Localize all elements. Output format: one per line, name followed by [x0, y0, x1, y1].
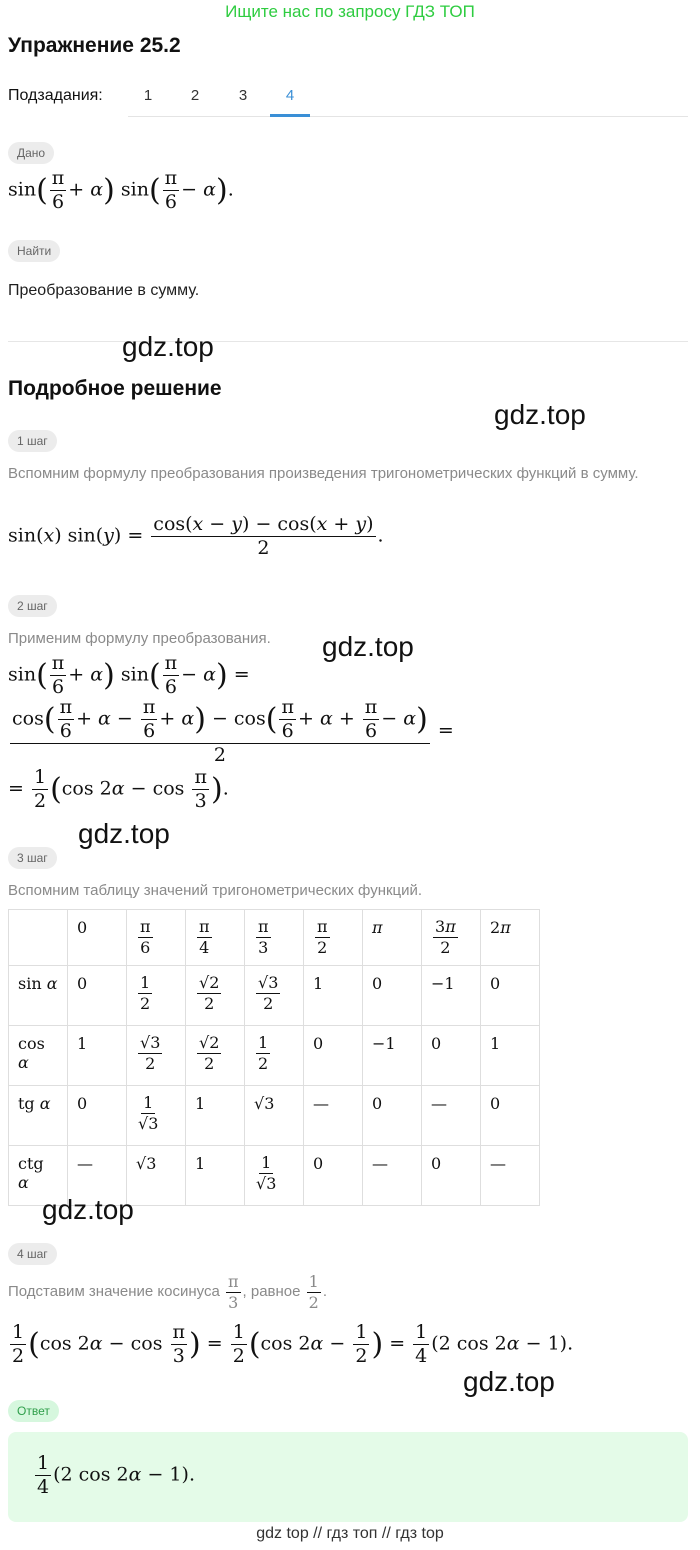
table-header-cell: $\frac{\pi}{2}$ — [304, 910, 363, 966]
subtasks-label: Подзадания: — [8, 87, 103, 104]
watermark: gdz.top — [78, 818, 170, 849]
table-row-label: tg α — [9, 1086, 68, 1146]
footer-separator: // — [381, 1525, 391, 1542]
table-row-label: cos α — [9, 1026, 68, 1086]
table-cell: 1 — [186, 1146, 245, 1206]
table-cell: 0 — [422, 1026, 481, 1086]
tab-subtask-3[interactable]: 3 — [238, 87, 248, 104]
step-1-text: Вспомним формулу преобразования произведения тригонометрических функций в сумму. — [8, 465, 639, 482]
table-cell: 0 — [481, 1086, 540, 1146]
table-cell: 1 — [304, 966, 363, 1026]
step-2-text: Применим формулу преобразования. — [8, 630, 271, 647]
footer-separator: // — [313, 1525, 323, 1542]
table-cell: 0 — [304, 1026, 363, 1086]
footer-link-2[interactable]: гдз топ — [326, 1525, 378, 1542]
table-cell: — — [481, 1146, 540, 1206]
table-header-cell: $\frac{\pi}{6}$ — [127, 910, 186, 966]
tab-subtask-4[interactable]: 4 — [285, 87, 295, 104]
step-1-badge: 1 шаг — [8, 430, 57, 452]
table-cell: 1 — [68, 1026, 127, 1086]
step-4-text: Подставим значение косинуса $\frac{\pi}{3}$ , равное $\frac{1}{2}$ . — [8, 1272, 328, 1312]
step-2-line-1: sin( $\frac{\pi}{6}$ + α) sin( $\frac{\pi}{6}$ − α) = — [8, 652, 250, 698]
tab-subtask-2[interactable]: 2 — [190, 87, 200, 104]
table-header-cell: $\frac{3\pi}{2}$ — [422, 910, 481, 966]
subtask-tabs — [128, 82, 688, 117]
table-header-cell: $\frac{\pi}{4}$ — [186, 910, 245, 966]
watermark: gdz.top — [322, 631, 414, 662]
table-cell: 1 — [186, 1086, 245, 1146]
exercise-title: Упражнение 25.2 — [8, 34, 181, 57]
table-cell: $\frac{√2}{2}$ — [186, 1026, 245, 1086]
step-4-text-end: . — [322, 1283, 328, 1301]
divider — [8, 341, 688, 342]
answer-expression: $\frac{1}{4}$ (2 cos 2α − 1). — [37, 1452, 195, 1498]
table-cell: √3 — [127, 1146, 186, 1206]
given-expression: sin( $\frac{\pi}{6}$ + α) sin( $\frac{\pi}{6}$ − α). — [8, 167, 234, 213]
table-cell: — — [304, 1086, 363, 1146]
step-3-badge: 3 шаг — [8, 847, 57, 869]
table-cell: $\frac{1}{√3}$ — [245, 1146, 304, 1206]
table-cell: −1 — [363, 1026, 422, 1086]
table-cell: $\frac{1}{2}$ — [127, 966, 186, 1026]
table-row-label: sin α — [9, 966, 68, 1026]
table-cell: √3 — [245, 1086, 304, 1146]
table-cell: 0 — [68, 1086, 127, 1146]
step-3-text: Вспомним таблицу значений тригонометрических функций. — [8, 882, 423, 899]
watermark: gdz.top — [463, 1366, 555, 1397]
answer-badge: Ответ — [8, 1400, 59, 1422]
step-4-formula: $\frac{1}{2}$ (cos 2α − cos $\frac{\pi}{3}$ ) = $\frac{1}{2}$ (cos 2α − $\frac{1}{2}$ ) = $\frac{1}{4}$ (2 cos 2α − 1). — [12, 1321, 574, 1367]
table-cell: $\frac{√3}{2}$ — [245, 966, 304, 1026]
table-cell: 0 — [481, 966, 540, 1026]
table-cell: 0 — [304, 1146, 363, 1206]
table-cell: — — [68, 1146, 127, 1206]
watermark: gdz.top — [494, 399, 586, 430]
table-cell: 1 — [481, 1026, 540, 1086]
tab-subtask-1[interactable]: 1 — [143, 87, 153, 104]
footer-link-1[interactable]: gdz top — [256, 1525, 309, 1542]
step-2-badge: 2 шаг — [8, 595, 57, 617]
footer-links — [0, 1525, 700, 1543]
table-row-label: ctg α — [9, 1146, 68, 1206]
table-cell: $\frac{√3}{2}$ — [127, 1026, 186, 1086]
search-banner: Ищите нас по запросу ГДЗ ТОП — [225, 2, 475, 21]
table-header-cell: π — [363, 910, 422, 966]
table-cell: 0 — [363, 1086, 422, 1146]
table-cell: 0 — [363, 966, 422, 1026]
step-1-formula: sin(x) sin(y) = $\frac{\cos(x - y) - \cos(x + y)}{2}$ . — [8, 513, 384, 559]
table-cell: — — [363, 1146, 422, 1206]
active-tab-indicator — [270, 114, 310, 117]
step-2-line-3: = $\frac{1}{2}$ (cos 2α − cos $\frac{\pi}{3}$ ). — [8, 766, 229, 812]
step-4-badge: 4 шаг — [8, 1243, 57, 1265]
table-header-cell: 0 — [68, 910, 127, 966]
table-cell: 0 — [68, 966, 127, 1026]
find-text: Преобразование в сумму. — [8, 282, 200, 299]
table-cell: 0 — [422, 1146, 481, 1206]
footer-link-3[interactable]: гдз top — [395, 1525, 444, 1542]
table-cell: $\frac{1}{2}$ — [245, 1026, 304, 1086]
step-4-text-before: Подставим значение косинуса — [8, 1283, 220, 1301]
find-badge: Найти — [8, 240, 60, 262]
table-header-cell: 2π — [481, 910, 540, 966]
table-cell: −1 — [422, 966, 481, 1026]
table-cell: $\frac{1}{√3}$ — [127, 1086, 186, 1146]
watermark: gdz.top — [122, 331, 214, 362]
table-corner-cell — [9, 910, 68, 966]
table-header-cell: $\frac{\pi}{3}$ — [245, 910, 304, 966]
table-cell: — — [422, 1086, 481, 1146]
trig-table — [8, 909, 540, 1206]
given-badge: Дано — [8, 142, 54, 164]
table-cell: $\frac{√2}{2}$ — [186, 966, 245, 1026]
watermark: gdz.top — [42, 1194, 134, 1225]
solution-title: Подробное решение — [8, 377, 222, 400]
step-4-text-middle: , равное — [242, 1283, 301, 1301]
step-2-line-2: cos( $\frac{\pi}{6}$ + α − $\frac{\pi}{6}$ + α) − cos( $\frac{\pi}{6}$ + α + $\frac{\pi}{6}$ − α) 2 = — [12, 696, 454, 766]
